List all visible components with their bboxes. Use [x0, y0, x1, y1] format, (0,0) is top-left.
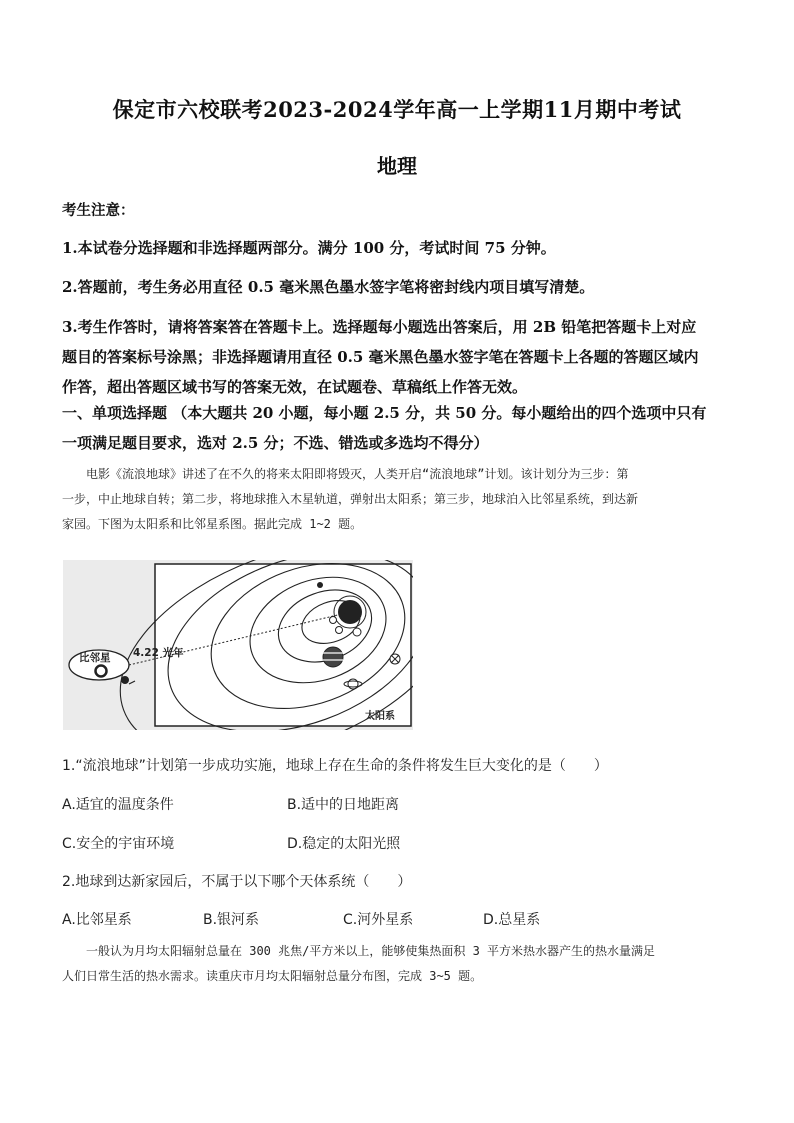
passage-1-line1: 电影《流浪地球》讲述了在不久的将来太阳即将毁灭，人类开启“流浪地球”计划。该计划分为三步：第 — [86, 467, 629, 481]
planet-icon — [317, 582, 323, 588]
passage-2 — [62, 939, 732, 989]
notice-item-3-line1: 3.考生作答时，请将答案答在答题卡上。选择题每小题选出答案后，用 2B 铅笔把答题卡上对应 — [62, 318, 697, 336]
section-heading-line1: 一、单项选择题 （本大题共 20 小题，每小题 2.5 分，共 50 分。每小题给出的四个选项中只有 — [62, 404, 707, 422]
question-2-option-d: D.总星系 — [483, 912, 541, 928]
passage-1 — [62, 462, 732, 537]
question-1-stem: 1.“流浪地球”计划第一步成功实施，地球上存在生命的条件将发生巨大变化的是（ ） — [62, 758, 608, 774]
question-2-stem: 2.地球到达新家园后，不属于以下哪个天体系统（ ） — [62, 874, 412, 890]
section-heading — [62, 398, 734, 458]
question-1-option-c: C.安全的宇宙环境 — [62, 836, 175, 852]
notice-item-3-line3: 作答，超出答题区域书写的答案无效，在试题卷、草稿纸上作答无效。 — [62, 378, 528, 396]
notice-item-3-line2: 题目的答案标号涂黑；非选择题请用直径 0.5 毫米黑色墨水签字笔在答题卡上各题的答题区域内 — [62, 348, 699, 366]
earth-icon — [121, 676, 129, 684]
proxima-star-icon — [96, 666, 107, 677]
question-2-option-a: A.比邻星系 — [62, 912, 132, 928]
passage-2-line1: 一般认为月均太阳辐射总量在 300 兆焦/平方米以上，能够使集热面积 3 平方米热水器产生的热水量满足 — [86, 944, 656, 958]
jupiter-icon — [323, 647, 343, 667]
notice-item-3 — [62, 312, 734, 402]
passage-1-line3: 家园。下图为太阳系和比邻星系图。据此完成 1~2 题。 — [62, 517, 363, 531]
question-2-option-c: C.河外星系 — [343, 912, 414, 928]
planet-icon — [330, 617, 337, 624]
distance-label: 4.22 光年 — [133, 647, 184, 659]
solar-system-label: 太阳系 — [365, 711, 395, 722]
planet-icon — [336, 627, 343, 634]
question-2-option-b: B.银河系 — [203, 912, 260, 928]
solar-system-diagram — [63, 560, 413, 730]
subject-title: 地理 — [377, 154, 417, 178]
question-1-option-a: A.适宜的温度条件 — [62, 797, 174, 813]
section-heading-line2: 一项满足题目要求，选对 2.5 分；不选、错选或多选均不得分） — [62, 434, 489, 452]
notice-item-2: 2.答题前，考生务必用直径 0.5 毫米黑色墨水签字笔将密封线内项目填写清楚。 — [62, 278, 595, 296]
question-1-option-d: D.稳定的太阳光照 — [287, 836, 401, 852]
passage-2-line2: 人们日常生活的热水需求。读重庆市月均太阳辐射总量分布图，完成 3~5 题。 — [62, 969, 483, 983]
question-1-option-b: B.适中的日地距离 — [287, 797, 400, 813]
proxima-label: 比邻星 — [79, 652, 111, 664]
passage-1-line2: 一步，中止地球自转；第二步，将地球推入木星轨道，弹射出太阳系；第三步，地球泊入比邻星系统，到达新 — [62, 492, 639, 506]
planet-icon — [353, 628, 361, 636]
notice-heading: 考生注意： — [62, 202, 135, 219]
exam-title: 保定市六校联考2023-2024学年高一上学期11月期中考试 — [112, 97, 682, 122]
solar-system-frame — [155, 564, 411, 726]
notice-item-1: 1.本试卷分选择题和非选择题两部分。满分 100 分，考试时间 75 分钟。 — [62, 239, 556, 257]
